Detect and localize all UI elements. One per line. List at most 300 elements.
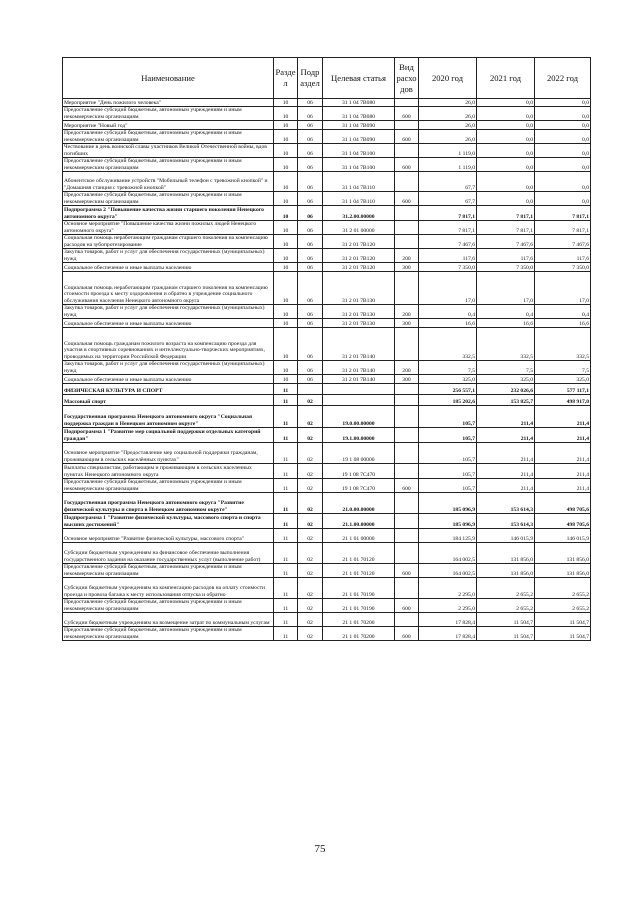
header-expense-type: Вид расхо дов xyxy=(395,58,419,99)
row-2020-cell: 26,0 xyxy=(419,99,477,107)
row-2020-cell: 0,4 xyxy=(419,305,477,319)
row-subsection-cell xyxy=(298,384,323,395)
row-2022-cell: 0,0 xyxy=(535,121,591,130)
row-expense-type-cell xyxy=(395,272,419,305)
row-expense-type-cell xyxy=(395,99,419,107)
row-target-article-cell: 31 1 04 7В090 xyxy=(323,121,395,130)
row-2021-cell: 17,0 xyxy=(477,272,535,305)
row-subsection-cell: 02 xyxy=(298,493,323,514)
row-2020-cell: 332,5 xyxy=(419,328,477,361)
row-name-cell: Субсидии бюджетным учреждениям на возмещение затрат по коммунальным услугам xyxy=(63,613,274,627)
row-2021-cell: 7 817,1 xyxy=(477,206,535,221)
table-row xyxy=(63,564,591,578)
row-target-article-cell: 19 1 08 00000 xyxy=(323,443,395,464)
row-2020-cell: 185 096,9 xyxy=(419,514,477,529)
row-2021-cell: 0,0 xyxy=(477,192,535,206)
header-name: Наименование xyxy=(63,58,274,99)
row-target-article-cell: 19 1 08 7С470 xyxy=(323,479,395,493)
row-subsection-cell: 06 xyxy=(298,99,323,107)
row-2021-cell: 131 856,0 xyxy=(477,543,535,564)
row-expense-type-cell: 300 xyxy=(395,319,419,328)
row-name-cell: Основное мероприятие "Развитие физической культуры, массового спорта" xyxy=(63,529,274,543)
row-name-cell: Субсидии бюджетным учреждениям на финансовое обеспечение выполнения государственного задания на оказание государственных услуг (выполнение работ) xyxy=(63,543,274,564)
row-2022-cell: 211,4 xyxy=(535,443,591,464)
row-2020-cell: 105,7 xyxy=(419,406,477,428)
row-name-cell: Мероприятие "Новый год" xyxy=(63,121,274,130)
row-2021-cell: 325,0 xyxy=(477,375,535,384)
row-2020-cell: 164 002,5 xyxy=(419,543,477,564)
table-row xyxy=(63,493,591,514)
table-body xyxy=(63,99,591,641)
row-expense-type-cell xyxy=(395,395,419,406)
table-row xyxy=(63,514,591,529)
table-row xyxy=(63,272,591,305)
row-2021-cell: 0,0 xyxy=(477,158,535,172)
row-expense-type-cell: 300 xyxy=(395,263,419,272)
table-row xyxy=(63,206,591,221)
table-row xyxy=(63,479,591,493)
row-2021-cell: 232 026,6 xyxy=(477,384,535,395)
row-2021-cell: 211,4 xyxy=(477,443,535,464)
row-2020-cell: 117,6 xyxy=(419,249,477,263)
row-name-cell: Подпрограмма 1 "Развитие физической культуры, массового спорта и спорта высших достижений" xyxy=(63,514,274,529)
row-subsection-cell: 06 xyxy=(298,172,323,192)
row-2021-cell: 7 350,0 xyxy=(477,263,535,272)
row-2022-cell: 0,0 xyxy=(535,158,591,172)
table-row xyxy=(63,263,591,272)
row-2022-cell: 7,5 xyxy=(535,361,591,375)
row-2022-cell: 498 705,6 xyxy=(535,514,591,529)
row-2022-cell: 0,0 xyxy=(535,107,591,121)
row-2022-cell: 211,4 xyxy=(535,406,591,428)
table-row xyxy=(63,384,591,395)
table-row xyxy=(63,395,591,406)
row-2020-cell: 67,7 xyxy=(419,192,477,206)
row-name-cell: Государственная программа Ненецкого автономного округа "Социальная поддержка граждан в Ненецком автономном округе" xyxy=(63,406,274,428)
row-expense-type-cell xyxy=(395,206,419,221)
table-row xyxy=(63,121,591,130)
table-row xyxy=(63,529,591,543)
row-2020-cell: 7,5 xyxy=(419,361,477,375)
row-subsection-cell: 02 xyxy=(298,543,323,564)
row-expense-type-cell xyxy=(395,493,419,514)
row-section-cell: 11 xyxy=(274,578,298,599)
row-target-article-cell: 21 1 01 00000 xyxy=(323,529,395,543)
row-target-article-cell: 31.2.00.00000 xyxy=(323,206,395,221)
row-2021-cell: 146 015,9 xyxy=(477,529,535,543)
row-section-cell: 10 xyxy=(274,361,298,375)
row-target-article-cell: 31 2 01 7В140 xyxy=(323,328,395,361)
table-row xyxy=(63,249,591,263)
row-expense-type-cell: 300 xyxy=(395,375,419,384)
row-2020-cell: 67,7 xyxy=(419,172,477,192)
row-2020-cell: 17 828,4 xyxy=(419,627,477,641)
row-expense-type-cell xyxy=(395,443,419,464)
row-2021-cell: 16,6 xyxy=(477,319,535,328)
row-expense-type-cell: 600 xyxy=(395,192,419,206)
row-expense-type-cell: 600 xyxy=(395,627,419,641)
table-row xyxy=(63,235,591,249)
row-expense-type-cell: 600 xyxy=(395,107,419,121)
row-section-cell: 11 xyxy=(274,406,298,428)
row-2022-cell: 332,5 xyxy=(535,328,591,361)
row-subsection-cell: 02 xyxy=(298,514,323,529)
row-2021-cell: 0,0 xyxy=(477,172,535,192)
row-name-cell: Социальная помощь гражданам пожилого возраста на компенсацию проезда для участия в спортивных соревнованиях и интеллектуально-творческих мероприятиях, проводимых на территории Российской Федерации xyxy=(63,328,274,361)
row-target-article-cell: 31 1 04 7В080 xyxy=(323,107,395,121)
row-2021-cell: 211,4 xyxy=(477,464,535,479)
table-row xyxy=(63,627,591,641)
row-2021-cell: 117,6 xyxy=(477,249,535,263)
row-2021-cell: 153 825,7 xyxy=(477,395,535,406)
row-section-cell: 10 xyxy=(274,172,298,192)
row-target-article-cell xyxy=(323,395,395,406)
row-2020-cell: 17 828,4 xyxy=(419,613,477,627)
row-expense-type-cell xyxy=(395,221,419,235)
row-target-article-cell: 21.0.00.00000 xyxy=(323,493,395,514)
row-2022-cell: 577 117,1 xyxy=(535,384,591,395)
row-name-cell: Предоставление субсидий бюджетным, автономным учреждениям и иным некоммерческим организациям xyxy=(63,192,274,206)
row-2020-cell: 256 557,1 xyxy=(419,384,477,395)
row-2020-cell: 325,0 xyxy=(419,375,477,384)
row-name-cell: Основное мероприятие "Предоставление мер социальной поддержки гражданам, проживающим в сельских населённых пунктах" xyxy=(63,443,274,464)
row-2021-cell: 0,0 xyxy=(477,99,535,107)
row-target-article-cell xyxy=(323,384,395,395)
row-expense-type-cell: 600 xyxy=(395,158,419,172)
row-section-cell: 11 xyxy=(274,627,298,641)
row-subsection-cell: 02 xyxy=(298,464,323,479)
table-row xyxy=(63,613,591,627)
page-number: 75 xyxy=(314,843,326,855)
row-2020-cell: 2 295,0 xyxy=(419,599,477,613)
row-2022-cell: 146 015,9 xyxy=(535,529,591,543)
row-2021-cell: 11 504,7 xyxy=(477,627,535,641)
row-section-cell: 10 xyxy=(274,375,298,384)
table-row xyxy=(63,172,591,192)
row-2022-cell: 0,0 xyxy=(535,130,591,144)
row-subsection-cell: 06 xyxy=(298,375,323,384)
row-name-cell: Предоставление субсидий бюджетным, автономным учреждениям и иным некоммерческим организациям xyxy=(63,107,274,121)
row-2022-cell: 117,6 xyxy=(535,249,591,263)
row-subsection-cell: 02 xyxy=(298,564,323,578)
row-section-cell: 10 xyxy=(274,319,298,328)
row-section-cell: 10 xyxy=(274,130,298,144)
row-subsection-cell: 02 xyxy=(298,627,323,641)
row-name-cell: ФИЗИЧЕСКАЯ КУЛЬТУРА И СПОРТ xyxy=(63,384,274,395)
row-section-cell: 11 xyxy=(274,384,298,395)
table-row xyxy=(63,130,591,144)
table-row xyxy=(63,192,591,206)
row-2022-cell: 11 504,7 xyxy=(535,613,591,627)
row-target-article-cell: 21.1.00.00000 xyxy=(323,514,395,529)
row-2021-cell: 7 467,6 xyxy=(477,235,535,249)
row-target-article-cell: 31 1 04 7В100 xyxy=(323,144,395,158)
row-target-article-cell: 21 1 01 70120 xyxy=(323,564,395,578)
row-2020-cell: 185 096,9 xyxy=(419,493,477,514)
header-2022: 2022 год xyxy=(535,58,591,99)
row-section-cell: 11 xyxy=(274,599,298,613)
row-2022-cell: 0,0 xyxy=(535,99,591,107)
row-target-article-cell: 19.0.00.00000 xyxy=(323,406,395,428)
row-target-article-cell: 31 2 01 7В140 xyxy=(323,375,395,384)
row-2021-cell: 0,0 xyxy=(477,130,535,144)
row-target-article-cell: 31 1 04 7В110 xyxy=(323,192,395,206)
row-2020-cell: 7 817,1 xyxy=(419,206,477,221)
table-row xyxy=(63,319,591,328)
row-subsection-cell: 06 xyxy=(298,235,323,249)
row-2022-cell: 498 705,6 xyxy=(535,493,591,514)
row-2020-cell: 1 119,0 xyxy=(419,144,477,158)
row-target-article-cell: 31 2 01 7В120 xyxy=(323,263,395,272)
row-2021-cell: 0,0 xyxy=(477,144,535,158)
row-section-cell: 10 xyxy=(274,192,298,206)
row-subsection-cell: 02 xyxy=(298,443,323,464)
row-subsection-cell: 02 xyxy=(298,599,323,613)
row-subsection-cell: 06 xyxy=(298,305,323,319)
row-target-article-cell: 31 2 01 7В140 xyxy=(323,361,395,375)
row-expense-type-cell: 600 xyxy=(395,130,419,144)
row-expense-type-cell xyxy=(395,384,419,395)
row-2020-cell: 164 002,5 xyxy=(419,564,477,578)
row-section-cell: 10 xyxy=(274,221,298,235)
row-section-cell: 11 xyxy=(274,479,298,493)
row-section-cell: 10 xyxy=(274,158,298,172)
row-expense-type-cell: 600 xyxy=(395,479,419,493)
row-subsection-cell: 02 xyxy=(298,395,323,406)
row-section-cell: 10 xyxy=(274,206,298,221)
row-subsection-cell: 06 xyxy=(298,221,323,235)
table-row xyxy=(63,158,591,172)
row-expense-type-cell xyxy=(395,144,419,158)
row-2022-cell: 7 817,1 xyxy=(535,221,591,235)
row-2021-cell: 7,5 xyxy=(477,361,535,375)
row-subsection-cell: 02 xyxy=(298,479,323,493)
row-name-cell: Предоставление субсидий бюджетным, автономным учреждениям и иным некоммерческим организациям xyxy=(63,158,274,172)
row-name-cell: Предоставление субсидий бюджетным, автономным учреждениям и иным некоммерческим организациям xyxy=(63,627,274,641)
table-row xyxy=(63,375,591,384)
row-2021-cell: 2 655,2 xyxy=(477,578,535,599)
row-section-cell: 10 xyxy=(274,144,298,158)
row-name-cell: Социальное обеспечение и иные выплаты населению xyxy=(63,319,274,328)
row-subsection-cell: 06 xyxy=(298,361,323,375)
row-2021-cell: 0,0 xyxy=(477,107,535,121)
table-row xyxy=(63,428,591,443)
row-subsection-cell: 02 xyxy=(298,529,323,543)
row-2020-cell: 184 125,9 xyxy=(419,529,477,543)
row-2022-cell: 0,0 xyxy=(535,144,591,158)
row-expense-type-cell: 200 xyxy=(395,305,419,319)
header-target-article: Целевая статья xyxy=(323,58,395,99)
row-2022-cell: 17,0 xyxy=(535,272,591,305)
row-name-cell: Социальная помощь неработающим гражданам старшего поколения на компенсацию расходов на зубопротезирование xyxy=(63,235,274,249)
row-2021-cell: 153 614,3 xyxy=(477,514,535,529)
row-name-cell: Закупка товаров, работ и услуг для обеспечения государственных (муниципальных) нужд xyxy=(63,249,274,263)
row-subsection-cell: 06 xyxy=(298,144,323,158)
row-name-cell: Предоставление субсидий бюджетным, автономным учреждениям и иным некоммерческим организациям xyxy=(63,479,274,493)
row-section-cell: 11 xyxy=(274,564,298,578)
header-2021: 2021 год xyxy=(477,58,535,99)
row-subsection-cell: 02 xyxy=(298,578,323,599)
row-2020-cell: 185 202,6 xyxy=(419,395,477,406)
row-name-cell: Предоставление субсидий бюджетным, автономным учреждениям и иным некоммерческим организациям xyxy=(63,564,274,578)
row-section-cell: 10 xyxy=(274,272,298,305)
row-subsection-cell: 06 xyxy=(298,206,323,221)
row-name-cell: Абонентское обслуживание устройств "Мобильный телефон с тревожной кнопкой" и "Домашняя станция с тревожной кнопкой" xyxy=(63,172,274,192)
row-2022-cell: 11 504,7 xyxy=(535,627,591,641)
header-2020: 2020 год xyxy=(419,58,477,99)
table-row xyxy=(63,464,591,479)
row-target-article-cell: 21 1 01 70190 xyxy=(323,599,395,613)
row-name-cell: Социальная помощь неработающим гражданам старшего поколения на компенсацию стоимости проезда к месту оздоровления и обратно в учреждение социального обслуживания населения Ненецкого автономного округа xyxy=(63,272,274,305)
row-2022-cell: 211,4 xyxy=(535,479,591,493)
row-2022-cell: 0,0 xyxy=(535,192,591,206)
table-row xyxy=(63,443,591,464)
row-section-cell: 11 xyxy=(274,543,298,564)
row-2022-cell: 16,6 xyxy=(535,319,591,328)
row-subsection-cell: 06 xyxy=(298,328,323,361)
row-target-article-cell: 19 1 08 7С470 xyxy=(323,464,395,479)
row-target-article-cell: 31 1 04 7В080 xyxy=(323,99,395,107)
row-section-cell: 10 xyxy=(274,121,298,130)
row-subsection-cell: 06 xyxy=(298,158,323,172)
table-row xyxy=(63,406,591,428)
row-2022-cell: 2 655,2 xyxy=(535,578,591,599)
row-expense-type-cell: 600 xyxy=(395,599,419,613)
row-section-cell: 11 xyxy=(274,395,298,406)
row-target-article-cell: 21 1 01 70200 xyxy=(323,627,395,641)
row-subsection-cell: 06 xyxy=(298,249,323,263)
row-2020-cell: 7 350,0 xyxy=(419,263,477,272)
table-row xyxy=(63,328,591,361)
row-expense-type-cell xyxy=(395,529,419,543)
row-subsection-cell: 02 xyxy=(298,613,323,627)
row-2021-cell: 211,4 xyxy=(477,479,535,493)
table-row xyxy=(63,361,591,375)
row-2021-cell: 332,5 xyxy=(477,328,535,361)
row-name-cell: Мероприятие "День пожилого человека" xyxy=(63,99,274,107)
row-target-article-cell: 31 2 01 7В130 xyxy=(323,272,395,305)
row-expense-type-cell: 200 xyxy=(395,361,419,375)
row-2020-cell: 26,0 xyxy=(419,130,477,144)
row-2020-cell: 16,6 xyxy=(419,319,477,328)
row-expense-type-cell xyxy=(395,613,419,627)
row-subsection-cell: 06 xyxy=(298,272,323,305)
row-name-cell: Подпрограмма 1 "Развитие мер социальной поддержки отдельных категорий граждан" xyxy=(63,428,274,443)
row-target-article-cell: 21 1 01 70190 xyxy=(323,578,395,599)
row-name-cell: Предоставление субсидий бюджетным, автономным учреждениям и иным некоммерческим организациям xyxy=(63,599,274,613)
row-target-article-cell: 31 2 01 7В120 xyxy=(323,249,395,263)
row-2020-cell: 2 295,0 xyxy=(419,578,477,599)
row-2020-cell: 105,7 xyxy=(419,479,477,493)
row-section-cell: 10 xyxy=(274,249,298,263)
table-row xyxy=(63,144,591,158)
row-name-cell: Субсидии бюджетным учреждениям на компенсацию расходов на оплату стоимости проезда и провоза багажа к месту использования отпуска и обратно xyxy=(63,578,274,599)
row-target-article-cell: 21 1 01 70200 xyxy=(323,613,395,627)
row-expense-type-cell xyxy=(395,235,419,249)
row-expense-type-cell xyxy=(395,172,419,192)
row-2022-cell: 2 655,2 xyxy=(535,599,591,613)
row-expense-type-cell: 200 xyxy=(395,249,419,263)
row-2020-cell: 7 467,6 xyxy=(419,235,477,249)
row-expense-type-cell xyxy=(395,464,419,479)
row-section-cell: 11 xyxy=(274,443,298,464)
row-expense-type-cell xyxy=(395,578,419,599)
row-section-cell: 10 xyxy=(274,263,298,272)
row-2021-cell: 131 856,0 xyxy=(477,564,535,578)
row-subsection-cell: 06 xyxy=(298,130,323,144)
row-2021-cell: 11 504,7 xyxy=(477,613,535,627)
row-subsection-cell: 06 xyxy=(298,107,323,121)
header-subsection: Подр аздел xyxy=(298,58,323,99)
row-target-article-cell: 31 2 01 7В130 xyxy=(323,319,395,328)
table-row xyxy=(63,221,591,235)
row-2020-cell: 26,0 xyxy=(419,107,477,121)
row-target-article-cell: 31 1 04 7В110 xyxy=(323,172,395,192)
row-2021-cell: 0,0 xyxy=(477,121,535,130)
row-name-cell: Закупка товаров, работ и услуг для обеспечения государственных (муниципальных) нужд xyxy=(63,305,274,319)
row-2020-cell: 105,7 xyxy=(419,428,477,443)
row-expense-type-cell xyxy=(395,406,419,428)
row-2021-cell: 2 655,2 xyxy=(477,599,535,613)
row-2020-cell: 105,7 xyxy=(419,443,477,464)
row-expense-type-cell xyxy=(395,428,419,443)
row-2020-cell: 1 119,0 xyxy=(419,158,477,172)
row-section-cell: 10 xyxy=(274,99,298,107)
row-2021-cell: 211,4 xyxy=(477,406,535,428)
row-name-cell: Чествование в день воинской славы участников Великой Отечественной войны, вдов погибших xyxy=(63,144,274,158)
row-2022-cell: 7 467,6 xyxy=(535,235,591,249)
row-2020-cell: 7 817,1 xyxy=(419,221,477,235)
row-2022-cell: 7 350,0 xyxy=(535,263,591,272)
row-name-cell: Закупка товаров, работ и услуг для обеспечения государственных (муниципальных) нужд xyxy=(63,361,274,375)
row-subsection-cell: 06 xyxy=(298,319,323,328)
row-name-cell: Государственная программа Ненецкого автономного округа "Развитие физической культуры и спорта в Ненецком автономном округе" xyxy=(63,493,274,514)
row-2020-cell: 105,7 xyxy=(419,464,477,479)
table-row xyxy=(63,543,591,564)
row-subsection-cell: 06 xyxy=(298,192,323,206)
row-name-cell: Социальное обеспечение и иные выплаты населению xyxy=(63,263,274,272)
row-target-article-cell: 21 1 01 70120 xyxy=(323,543,395,564)
row-2022-cell: 131 856,0 xyxy=(535,543,591,564)
row-target-article-cell: 31 1 04 7В090 xyxy=(323,130,395,144)
row-2022-cell: 0,0 xyxy=(535,172,591,192)
row-expense-type-cell xyxy=(395,514,419,529)
table-row xyxy=(63,107,591,121)
row-2022-cell: 211,4 xyxy=(535,428,591,443)
budget-table xyxy=(62,57,591,641)
row-section-cell: 11 xyxy=(274,529,298,543)
row-name-cell: Социальное обеспечение и иные выплаты населению xyxy=(63,375,274,384)
row-expense-type-cell: 600 xyxy=(395,564,419,578)
row-target-article-cell: 31 2 01 00000 xyxy=(323,221,395,235)
row-name-cell: Выплаты специалистам, работающим и проживающим в сельских населенных пунктах Ненецкого автономного округа xyxy=(63,464,274,479)
row-2022-cell: 131 856,0 xyxy=(535,564,591,578)
row-expense-type-cell xyxy=(395,328,419,361)
table-row xyxy=(63,305,591,319)
row-name-cell: Массовый спорт xyxy=(63,395,274,406)
row-2021-cell: 7 817,1 xyxy=(477,221,535,235)
row-2022-cell: 211,4 xyxy=(535,464,591,479)
table-row xyxy=(63,599,591,613)
row-subsection-cell: 06 xyxy=(298,121,323,130)
row-target-article-cell: 31 2 01 7В120 xyxy=(323,235,395,249)
row-section-cell: 10 xyxy=(274,328,298,361)
row-subsection-cell: 06 xyxy=(298,263,323,272)
budget-table-page xyxy=(62,57,590,641)
table-header-row xyxy=(63,58,591,99)
table-row xyxy=(63,99,591,107)
row-name-cell: Основное мероприятие "Повышение качества жизни пожилых людей Ненецкого автономного округа" xyxy=(63,221,274,235)
